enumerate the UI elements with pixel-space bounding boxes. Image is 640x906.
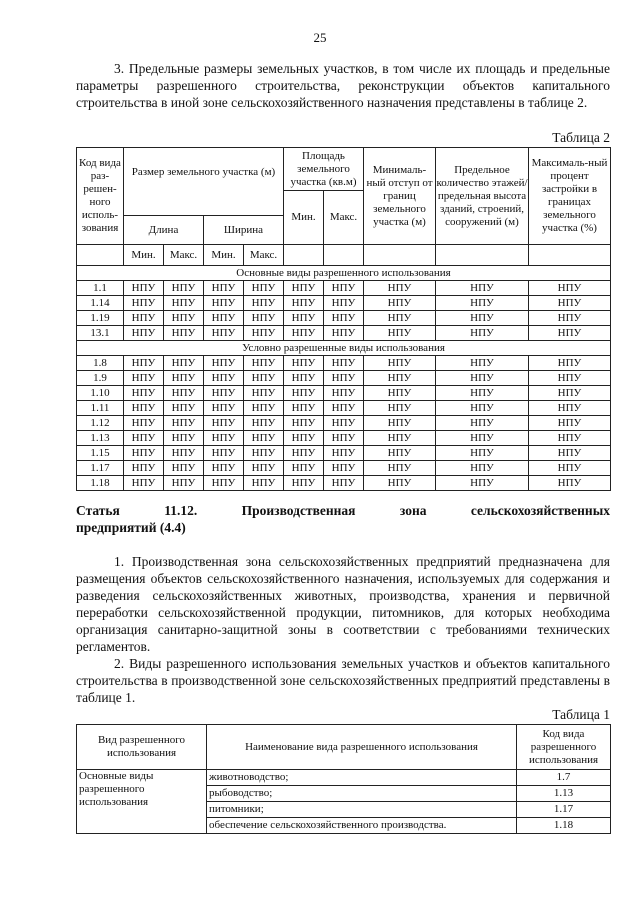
- header-code: Код вида раз-решен-ного исполь-зования: [77, 148, 124, 245]
- t1-header-name: Наименование вида разрешенного использования: [207, 725, 517, 770]
- row-value: НПУ: [204, 356, 244, 371]
- table-row: [77, 401, 611, 416]
- header-length-max: Макс.: [164, 245, 204, 266]
- row-code: 1.1: [77, 281, 124, 296]
- row-value: НПУ: [364, 371, 436, 386]
- table-1: [76, 724, 611, 834]
- row-value: НПУ: [284, 326, 324, 341]
- use-name: питомники;: [207, 802, 517, 818]
- t1-header-code: Код вида разрешенного использования: [517, 725, 611, 770]
- row-value: НПУ: [529, 461, 611, 476]
- table-row: [77, 386, 611, 401]
- row-value: НПУ: [364, 416, 436, 431]
- row-value: НПУ: [164, 296, 204, 311]
- row-value: НПУ: [324, 281, 364, 296]
- table-row: [77, 770, 611, 786]
- row-value: НПУ: [204, 401, 244, 416]
- row-value: НПУ: [124, 281, 164, 296]
- row-value: НПУ: [364, 296, 436, 311]
- t1-header-type: Вид разрешенного использования: [77, 725, 207, 770]
- row-value: НПУ: [284, 386, 324, 401]
- row-value: НПУ: [364, 431, 436, 446]
- row-value: НПУ: [164, 386, 204, 401]
- table-row: [77, 476, 611, 491]
- row-value: НПУ: [124, 461, 164, 476]
- use-code: 1.13: [517, 786, 611, 802]
- row-value: НПУ: [244, 401, 284, 416]
- use-name: рыбоводство;: [207, 786, 517, 802]
- row-value: НПУ: [529, 371, 611, 386]
- paragraph-2: 2. Виды разрешенного использования земельных участков и объектов капитального строительства в производственной зоне сельскохозяйственных предприятий представлены в таблице 1.: [76, 656, 610, 705]
- row-value: НПУ: [124, 401, 164, 416]
- row-code: 1.12: [77, 416, 124, 431]
- article-title-line2: предприятий (4.4): [76, 520, 186, 535]
- row-value: НПУ: [284, 356, 324, 371]
- table-row: [77, 296, 611, 311]
- row-value: НПУ: [364, 281, 436, 296]
- row-value: НПУ: [364, 386, 436, 401]
- row-value: НПУ: [164, 461, 204, 476]
- row-value: НПУ: [244, 416, 284, 431]
- row-value: НПУ: [364, 401, 436, 416]
- row-value: НПУ: [124, 371, 164, 386]
- row-value: НПУ: [244, 371, 284, 386]
- row-code: 1.9: [77, 371, 124, 386]
- use-code: 1.7: [517, 770, 611, 786]
- row-code: 1.13: [77, 431, 124, 446]
- row-value: НПУ: [124, 386, 164, 401]
- row-value: НПУ: [436, 431, 529, 446]
- row-value: НПУ: [284, 371, 324, 386]
- row-value: НПУ: [244, 281, 284, 296]
- row-value: НПУ: [284, 416, 324, 431]
- row-value: НПУ: [436, 416, 529, 431]
- row-value: НПУ: [324, 371, 364, 386]
- row-value: НПУ: [324, 461, 364, 476]
- row-code: 1.19: [77, 311, 124, 326]
- row-value: НПУ: [164, 476, 204, 491]
- table-2: [76, 147, 611, 491]
- row-value: НПУ: [124, 416, 164, 431]
- table2-caption: Таблица 2: [552, 130, 610, 145]
- use-name: животноводство;: [207, 770, 517, 786]
- row-value: НПУ: [529, 326, 611, 341]
- row-code: 1.15: [77, 446, 124, 461]
- row-value: НПУ: [284, 461, 324, 476]
- row-value: НПУ: [204, 281, 244, 296]
- row-value: НПУ: [436, 326, 529, 341]
- row-value: НПУ: [529, 281, 611, 296]
- header-width-max: Макс.: [244, 245, 284, 266]
- row-value: НПУ: [324, 386, 364, 401]
- row-value: НПУ: [436, 476, 529, 491]
- row-value: НПУ: [364, 461, 436, 476]
- row-value: НПУ: [436, 311, 529, 326]
- row-value: НПУ: [164, 281, 204, 296]
- header-length-min: Мин.: [124, 245, 164, 266]
- row-value: НПУ: [284, 311, 324, 326]
- table-row: [77, 281, 611, 296]
- table-row: [77, 446, 611, 461]
- header-width: Ширина: [204, 216, 284, 245]
- header-floors: Предельное количество этажей/ предельная высота зданий, строений, сооружений (м): [436, 148, 529, 245]
- row-value: НПУ: [324, 431, 364, 446]
- table-row: [77, 416, 611, 431]
- row-value: НПУ: [364, 446, 436, 461]
- row-value: НПУ: [324, 356, 364, 371]
- row-value: НПУ: [244, 476, 284, 491]
- table-row: [77, 371, 611, 386]
- row-value: НПУ: [204, 431, 244, 446]
- row-value: НПУ: [204, 416, 244, 431]
- header-size: Размер земельного участка (м): [124, 148, 284, 216]
- row-value: НПУ: [244, 296, 284, 311]
- header-setback: Минималь-ный отступ от границ земельного участка (м): [364, 148, 436, 245]
- row-value: НПУ: [364, 311, 436, 326]
- row-value: НПУ: [284, 446, 324, 461]
- row-value: НПУ: [529, 476, 611, 491]
- use-code: 1.18: [517, 818, 611, 834]
- row-value: НПУ: [124, 431, 164, 446]
- row-value: НПУ: [204, 371, 244, 386]
- table1-caption: Таблица 1: [552, 707, 610, 722]
- row-value: НПУ: [436, 461, 529, 476]
- row-value: НПУ: [204, 386, 244, 401]
- row-value: НПУ: [244, 461, 284, 476]
- row-value: НПУ: [124, 476, 164, 491]
- row-value: НПУ: [244, 386, 284, 401]
- row-value: НПУ: [324, 416, 364, 431]
- row-value: НПУ: [164, 371, 204, 386]
- row-value: НПУ: [324, 401, 364, 416]
- row-value: НПУ: [204, 311, 244, 326]
- use-name: обеспечение сельскохозяйственного производства.: [207, 818, 517, 834]
- row-value: НПУ: [324, 326, 364, 341]
- row-value: НПУ: [204, 476, 244, 491]
- row-value: НПУ: [436, 401, 529, 416]
- row-value: НПУ: [436, 371, 529, 386]
- table-row: [77, 356, 611, 371]
- article-title: Статья 11.12. Производственная зона сельскохозяйственных: [76, 503, 610, 518]
- row-value: НПУ: [436, 446, 529, 461]
- row-value: НПУ: [529, 296, 611, 311]
- row-value: НПУ: [124, 446, 164, 461]
- header-area-max: Макс.: [324, 191, 364, 245]
- row-value: НПУ: [529, 311, 611, 326]
- row-value: НПУ: [124, 326, 164, 341]
- row-value: НПУ: [529, 356, 611, 371]
- table-row: [77, 311, 611, 326]
- row-value: НПУ: [364, 326, 436, 341]
- row-value: НПУ: [164, 431, 204, 446]
- row-value: НПУ: [244, 326, 284, 341]
- row-code: 1.14: [77, 296, 124, 311]
- row-value: НПУ: [284, 476, 324, 491]
- row-value: НПУ: [244, 446, 284, 461]
- row-code: 1.8: [77, 356, 124, 371]
- row-value: НПУ: [324, 296, 364, 311]
- group-label: Основные виды разрешенного использования: [77, 770, 207, 834]
- row-value: НПУ: [436, 386, 529, 401]
- row-value: НПУ: [204, 326, 244, 341]
- table-row: [77, 461, 611, 476]
- use-code: 1.17: [517, 802, 611, 818]
- row-code: 1.17: [77, 461, 124, 476]
- row-value: НПУ: [324, 476, 364, 491]
- row-code: 1.10: [77, 386, 124, 401]
- section-main: Основные виды разрешенного использования: [77, 266, 611, 281]
- row-value: НПУ: [436, 356, 529, 371]
- intro-paragraph: 3. Предельные размеры земельных участков, в том числе их площадь и предельные параметры разрешенного строительства, реконструкции объектов капитального строительства в иной зоне сельскохозяйственного назначения представлены в таблице 2.: [76, 61, 610, 110]
- row-value: НПУ: [204, 296, 244, 311]
- row-value: НПУ: [164, 416, 204, 431]
- row-value: НПУ: [204, 446, 244, 461]
- section-conditional: Условно разрешенные виды использования: [77, 341, 611, 356]
- table-row: [77, 326, 611, 341]
- header-width-min: Мин.: [204, 245, 244, 266]
- row-value: НПУ: [164, 446, 204, 461]
- row-value: НПУ: [164, 326, 204, 341]
- row-value: НПУ: [364, 356, 436, 371]
- row-value: НПУ: [124, 296, 164, 311]
- page-number: 25: [313, 30, 327, 45]
- row-value: НПУ: [529, 401, 611, 416]
- row-value: НПУ: [284, 296, 324, 311]
- row-value: НПУ: [529, 431, 611, 446]
- row-value: НПУ: [164, 401, 204, 416]
- row-value: НПУ: [284, 281, 324, 296]
- row-value: НПУ: [164, 356, 204, 371]
- row-value: НПУ: [436, 296, 529, 311]
- row-value: НПУ: [324, 311, 364, 326]
- paragraph-1: 1. Производственная зона сельскохозяйственных предприятий предназначена для размещения объектов сельскохозяйственного назначения, используемых для содержания и разведения сельскохозяйственных животных, производства, хранения и первичной переработки сельскохозяйственной продукции, питомников, для которых необходима организация санитарно-защитной зоны в соответствии с требованиями технических регламентов.: [76, 554, 610, 654]
- table-row: [77, 431, 611, 446]
- row-value: НПУ: [244, 356, 284, 371]
- row-value: НПУ: [204, 461, 244, 476]
- header-area-min: Мин.: [284, 191, 324, 245]
- row-code: 1.18: [77, 476, 124, 491]
- row-value: НПУ: [436, 281, 529, 296]
- row-value: НПУ: [164, 311, 204, 326]
- row-value: НПУ: [124, 356, 164, 371]
- header-area: Площадь земельного участка (кв.м): [284, 148, 364, 191]
- row-value: НПУ: [529, 446, 611, 461]
- row-value: НПУ: [244, 311, 284, 326]
- row-value: НПУ: [364, 476, 436, 491]
- row-value: НПУ: [124, 311, 164, 326]
- row-value: НПУ: [284, 431, 324, 446]
- row-value: НПУ: [529, 416, 611, 431]
- row-code: 1.11: [77, 401, 124, 416]
- row-value: НПУ: [529, 386, 611, 401]
- header-length: Длина: [124, 216, 204, 245]
- row-value: НПУ: [324, 446, 364, 461]
- row-value: НПУ: [244, 431, 284, 446]
- row-code: 13.1: [77, 326, 124, 341]
- row-value: НПУ: [284, 401, 324, 416]
- header-coverage: Максималь-ный процент застройки в границах земельного участка (%): [529, 148, 611, 245]
